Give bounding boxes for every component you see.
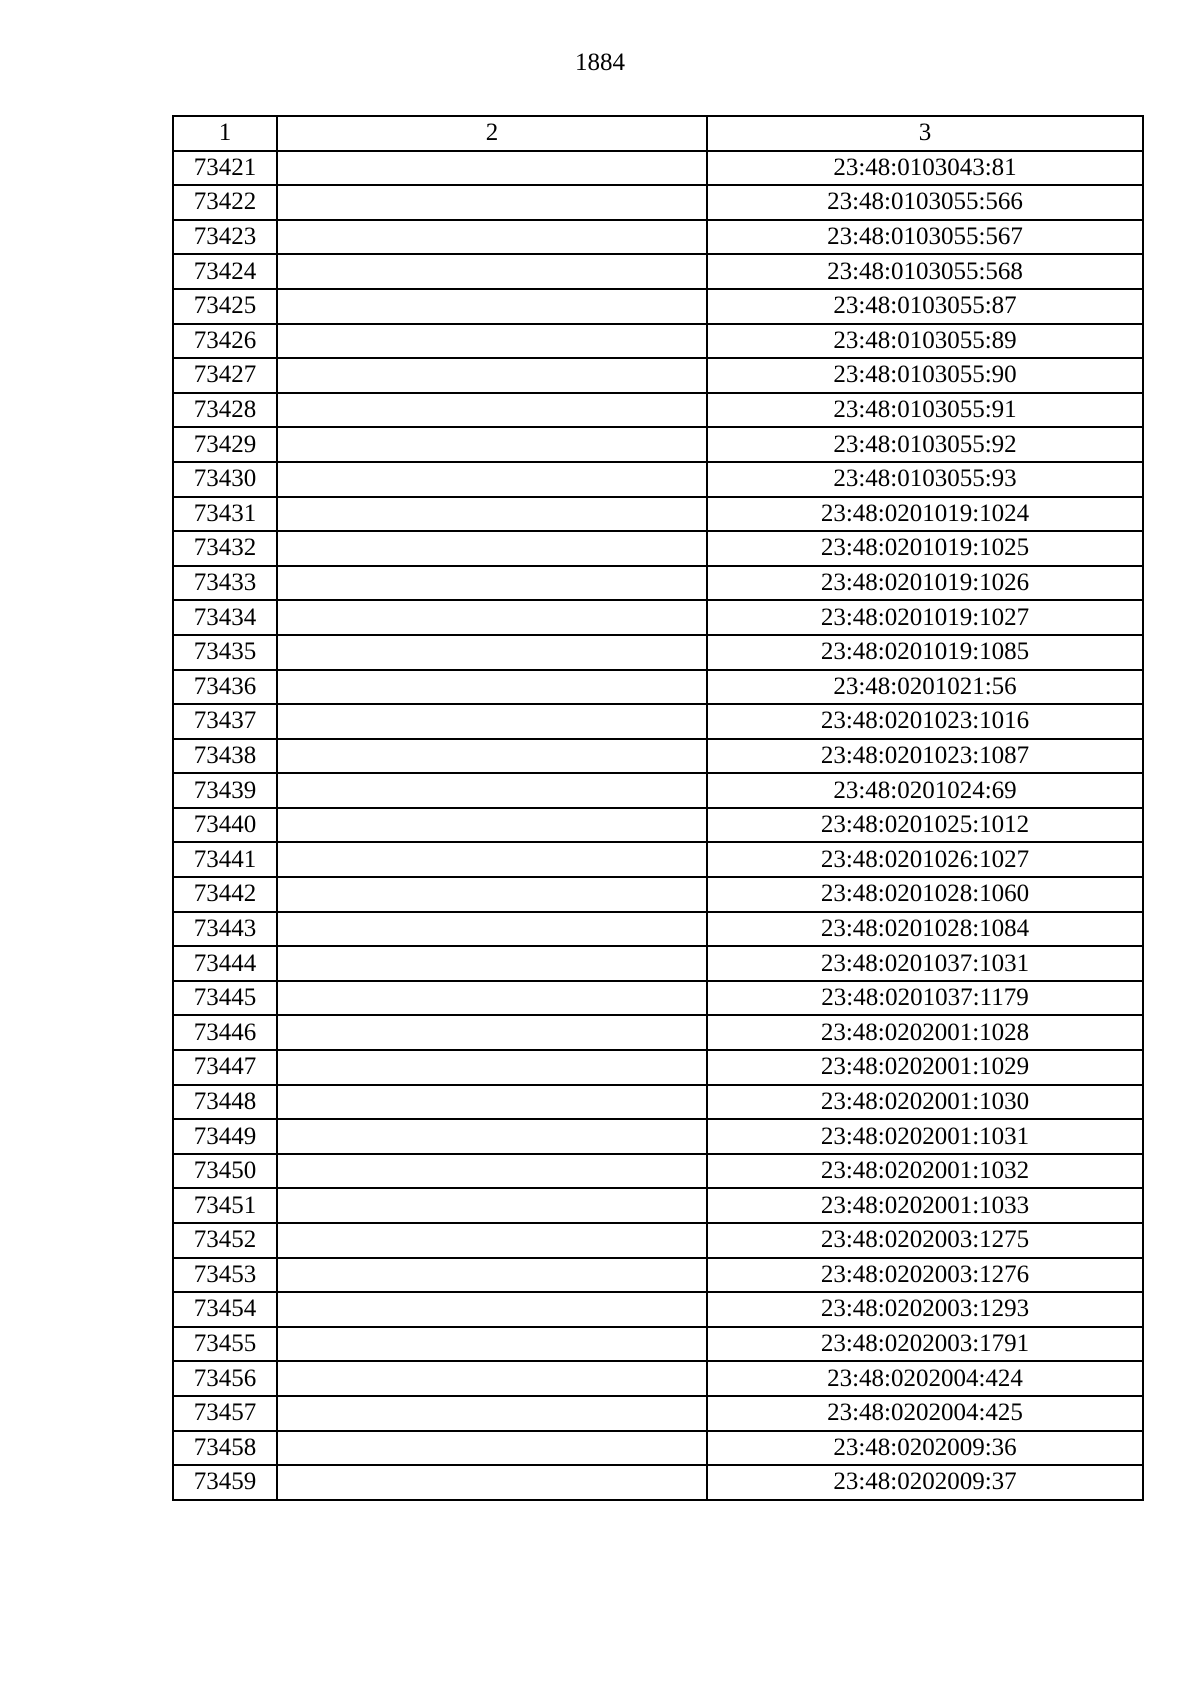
column-2-cell — [277, 1085, 707, 1120]
row-number-cell: 73434 — [173, 600, 277, 635]
table-row — [173, 635, 1143, 670]
row-number-cell: 73427 — [173, 358, 277, 393]
cadastral-number-cell: 23:48:0202003:1293 — [707, 1292, 1143, 1327]
row-number-cell: 73459 — [173, 1465, 277, 1500]
row-number-cell: 73446 — [173, 1015, 277, 1050]
table-row — [173, 324, 1143, 359]
column-2-cell — [277, 566, 707, 601]
cadastral-number-cell: 23:48:0202001:1028 — [707, 1015, 1143, 1050]
row-number-cell: 73436 — [173, 670, 277, 705]
row-number-cell: 73426 — [173, 324, 277, 359]
column-2-cell — [277, 739, 707, 774]
column-header-1: 1 — [173, 116, 277, 151]
cadastral-number-cell: 23:48:0201026:1027 — [707, 842, 1143, 877]
cadastral-number-cell: 23:48:0202001:1033 — [707, 1188, 1143, 1223]
column-2-cell — [277, 1223, 707, 1258]
row-number-cell: 73432 — [173, 531, 277, 566]
column-2-cell — [277, 1258, 707, 1293]
row-number-cell: 73457 — [173, 1396, 277, 1431]
table-row — [173, 358, 1143, 393]
table-row — [173, 151, 1143, 186]
cadastral-number-cell: 23:48:0201019:1085 — [707, 635, 1143, 670]
cadastral-number-cell: 23:48:0201021:56 — [707, 670, 1143, 705]
row-number-cell: 73423 — [173, 220, 277, 255]
row-number-cell: 73448 — [173, 1085, 277, 1120]
row-number-cell: 73444 — [173, 946, 277, 981]
cadastral-number-cell: 23:48:0103055:93 — [707, 462, 1143, 497]
column-2-cell — [277, 1188, 707, 1223]
column-2-cell — [277, 600, 707, 635]
table-row — [173, 1119, 1143, 1154]
row-number-cell: 73438 — [173, 739, 277, 774]
column-2-cell — [277, 808, 707, 843]
column-2-cell — [277, 151, 707, 186]
row-number-cell: 73437 — [173, 704, 277, 739]
table-row — [173, 808, 1143, 843]
row-number-cell: 73447 — [173, 1050, 277, 1085]
cadastral-number-cell: 23:48:0103055:90 — [707, 358, 1143, 393]
row-number-cell: 73445 — [173, 981, 277, 1016]
column-2-cell — [277, 1292, 707, 1327]
row-number-cell: 73425 — [173, 289, 277, 324]
cadastral-number-cell: 23:48:0202001:1029 — [707, 1050, 1143, 1085]
cadastral-number-cell: 23:48:0201028:1084 — [707, 912, 1143, 947]
column-2-cell — [277, 220, 707, 255]
table-body — [173, 151, 1143, 1500]
row-number-cell: 73443 — [173, 912, 277, 947]
column-2-cell — [277, 185, 707, 220]
cadastral-number-cell: 23:48:0201023:1087 — [707, 739, 1143, 774]
column-2-cell — [277, 1050, 707, 1085]
column-2-cell — [277, 427, 707, 462]
cadastral-number-cell: 23:48:0201023:1016 — [707, 704, 1143, 739]
row-number-cell: 73431 — [173, 497, 277, 532]
column-2-cell — [277, 358, 707, 393]
cadastral-number-cell: 23:48:0201037:1031 — [707, 946, 1143, 981]
table-row — [173, 462, 1143, 497]
column-header-2: 2 — [277, 116, 707, 151]
table-row — [173, 497, 1143, 532]
cadastral-number-cell: 23:48:0201019:1027 — [707, 600, 1143, 635]
column-2-cell — [277, 1396, 707, 1431]
table-row — [173, 393, 1143, 428]
table-row — [173, 1050, 1143, 1085]
row-number-cell: 73441 — [173, 842, 277, 877]
cadastral-number-cell: 23:48:0103055:92 — [707, 427, 1143, 462]
table-row — [173, 1015, 1143, 1050]
row-number-cell: 73433 — [173, 566, 277, 601]
table-row — [173, 566, 1143, 601]
row-number-cell: 73428 — [173, 393, 277, 428]
table-row — [173, 1292, 1143, 1327]
column-2-cell — [277, 531, 707, 566]
cadastral-number-cell: 23:48:0103055:566 — [707, 185, 1143, 220]
row-number-cell: 73458 — [173, 1431, 277, 1466]
row-number-cell: 73455 — [173, 1327, 277, 1362]
table-row — [173, 1361, 1143, 1396]
cadastral-number-cell: 23:48:0103055:568 — [707, 254, 1143, 289]
row-number-cell: 73435 — [173, 635, 277, 670]
cadastral-number-cell: 23:48:0103055:567 — [707, 220, 1143, 255]
table-row — [173, 739, 1143, 774]
column-2-cell — [277, 670, 707, 705]
column-2-cell — [277, 1361, 707, 1396]
column-2-cell — [277, 1015, 707, 1050]
column-2-cell — [277, 946, 707, 981]
cadastral-number-cell: 23:48:0202001:1032 — [707, 1154, 1143, 1189]
cadastral-number-cell: 23:48:0202003:1791 — [707, 1327, 1143, 1362]
table-row — [173, 600, 1143, 635]
column-2-cell — [277, 324, 707, 359]
cadastral-number-cell: 23:48:0201019:1026 — [707, 566, 1143, 601]
row-number-cell: 73422 — [173, 185, 277, 220]
cadastral-number-cell: 23:48:0202001:1030 — [707, 1085, 1143, 1120]
table-row — [173, 912, 1143, 947]
column-2-cell — [277, 842, 707, 877]
table-row — [173, 773, 1143, 808]
column-2-cell — [277, 462, 707, 497]
column-2-cell — [277, 1119, 707, 1154]
row-number-cell: 73450 — [173, 1154, 277, 1189]
table-header-row — [173, 116, 1143, 151]
row-number-cell: 73451 — [173, 1188, 277, 1223]
table-row — [173, 946, 1143, 981]
registry-table — [172, 115, 1144, 1501]
table-row — [173, 1223, 1143, 1258]
cadastral-number-cell: 23:48:0201037:1179 — [707, 981, 1143, 1016]
row-number-cell: 73430 — [173, 462, 277, 497]
cadastral-number-cell: 23:48:0103055:87 — [707, 289, 1143, 324]
table-row — [173, 1431, 1143, 1466]
column-2-cell — [277, 393, 707, 428]
cadastral-number-cell: 23:48:0202003:1276 — [707, 1258, 1143, 1293]
row-number-cell: 73452 — [173, 1223, 277, 1258]
table-row — [173, 1258, 1143, 1293]
table-row — [173, 704, 1143, 739]
column-2-cell — [277, 254, 707, 289]
cadastral-number-cell: 23:48:0202004:424 — [707, 1361, 1143, 1396]
table-row — [173, 842, 1143, 877]
cadastral-number-cell: 23:48:0103055:91 — [707, 393, 1143, 428]
row-number-cell: 73456 — [173, 1361, 277, 1396]
cadastral-number-cell: 23:48:0202001:1031 — [707, 1119, 1143, 1154]
row-number-cell: 73449 — [173, 1119, 277, 1154]
table-row — [173, 1465, 1143, 1500]
page-number: 1884 — [575, 49, 625, 76]
cadastral-number-cell: 23:48:0202004:425 — [707, 1396, 1143, 1431]
row-number-cell: 73429 — [173, 427, 277, 462]
row-number-cell: 73453 — [173, 1258, 277, 1293]
table-row — [173, 670, 1143, 705]
cadastral-number-cell: 23:48:0201028:1060 — [707, 877, 1143, 912]
column-2-cell — [277, 497, 707, 532]
cadastral-number-cell: 23:48:0202003:1275 — [707, 1223, 1143, 1258]
table-row — [173, 1327, 1143, 1362]
column-2-cell — [277, 1431, 707, 1466]
table-row — [173, 185, 1143, 220]
table-row — [173, 1154, 1143, 1189]
row-number-cell: 73440 — [173, 808, 277, 843]
cadastral-number-cell: 23:48:0202009:36 — [707, 1431, 1143, 1466]
row-number-cell: 73442 — [173, 877, 277, 912]
column-2-cell — [277, 912, 707, 947]
table-row — [173, 531, 1143, 566]
column-2-cell — [277, 704, 707, 739]
cadastral-number-cell: 23:48:0202009:37 — [707, 1465, 1143, 1500]
table-row — [173, 289, 1143, 324]
table-row — [173, 1085, 1143, 1120]
cadastral-number-cell: 23:48:0201019:1025 — [707, 531, 1143, 566]
table-row — [173, 981, 1143, 1016]
column-2-cell — [277, 877, 707, 912]
column-2-cell — [277, 981, 707, 1016]
column-2-cell — [277, 1327, 707, 1362]
table-row — [173, 427, 1143, 462]
column-header-3: 3 — [707, 116, 1143, 151]
cadastral-number-cell: 23:48:0201024:69 — [707, 773, 1143, 808]
row-number-cell: 73424 — [173, 254, 277, 289]
column-2-cell — [277, 635, 707, 670]
table-row — [173, 877, 1143, 912]
row-number-cell: 73439 — [173, 773, 277, 808]
column-2-cell — [277, 289, 707, 324]
column-2-cell — [277, 1465, 707, 1500]
column-2-cell — [277, 773, 707, 808]
cadastral-number-cell: 23:48:0201025:1012 — [707, 808, 1143, 843]
cadastral-number-cell: 23:48:0103055:89 — [707, 324, 1143, 359]
table-row — [173, 1396, 1143, 1431]
table-row — [173, 1188, 1143, 1223]
column-2-cell — [277, 1154, 707, 1189]
cadastral-number-cell: 23:48:0201019:1024 — [707, 497, 1143, 532]
row-number-cell: 73454 — [173, 1292, 277, 1327]
cadastral-number-cell: 23:48:0103043:81 — [707, 151, 1143, 186]
table-row — [173, 220, 1143, 255]
table-row — [173, 254, 1143, 289]
row-number-cell: 73421 — [173, 151, 277, 186]
